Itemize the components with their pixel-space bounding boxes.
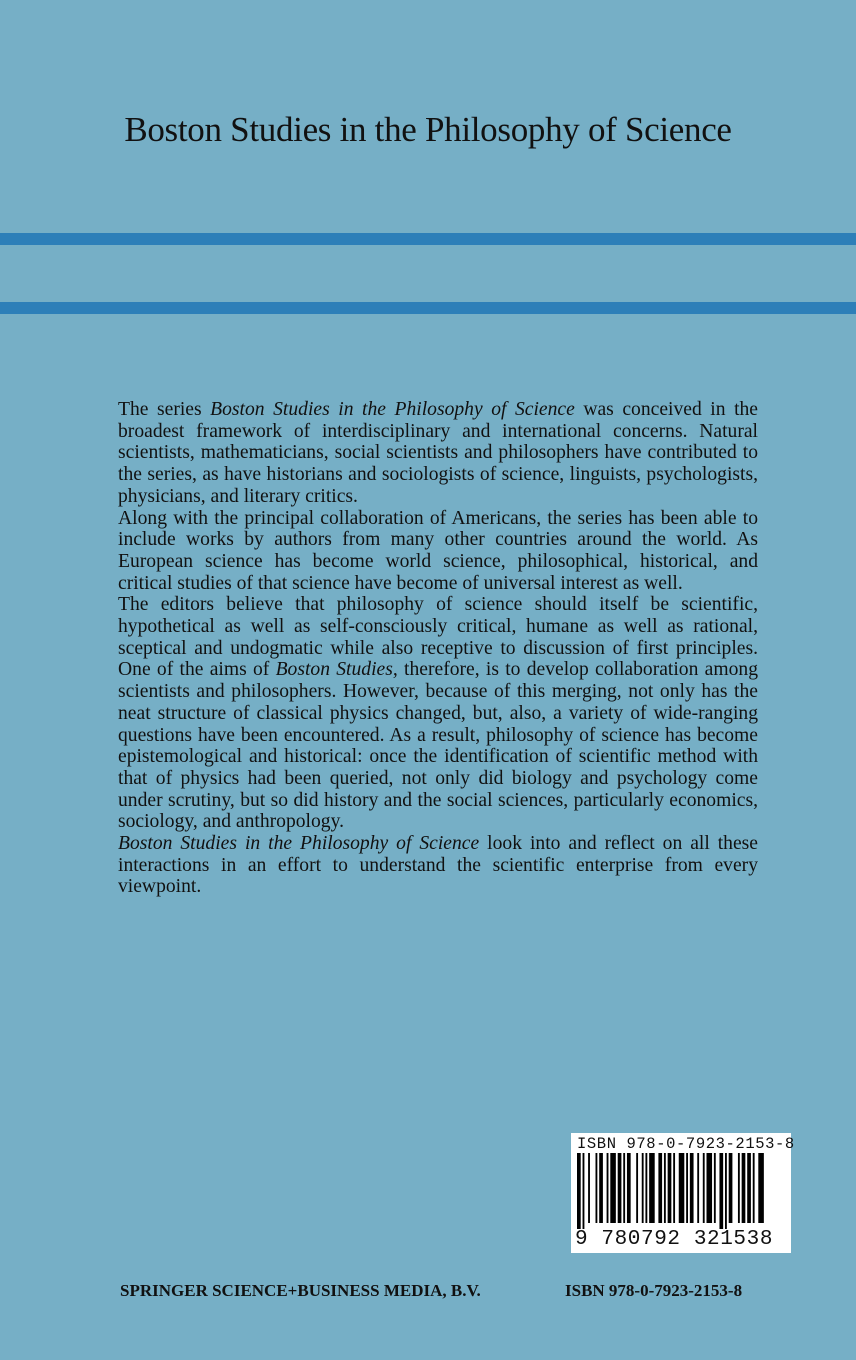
barcode-bar [747, 1153, 751, 1223]
top-rule [0, 233, 856, 245]
barcode-bar [599, 1153, 603, 1223]
barcode-bar [729, 1153, 733, 1223]
barcode-bar [673, 1153, 675, 1223]
publisher-name: SPRINGER SCIENCE+BUSINESS MEDIA, B.V. [120, 1281, 481, 1300]
barcode-bar [649, 1153, 655, 1223]
bottom-rule [0, 302, 856, 314]
italic-run: Boston Studies, [275, 659, 398, 681]
blurb-paragraph-1 [118, 399, 758, 508]
text-run: Along with the principal collaboration of Americans, the series has been able to include works by authors from many other countries around the world. As European science has become world science, philosophical, historical, and critical studies of that science have become of universal interest as well. [118, 507, 758, 594]
footer-isbn: ISBN 978-0-7923-2153-8 [565, 1281, 743, 1300]
barcode-bar [714, 1153, 716, 1223]
barcode-bar [690, 1153, 694, 1223]
barcode-bar [738, 1153, 740, 1223]
text-run: therefore, is to develop collaboration among scientists and philosophers. However, because of this merging, not only has the neat structure of classical physics changed, but, also, a variety of wide-ranging questions have been encountered. As a result, philosophy of science has become epistemological and historical: once the identification of scientific method with that of physics had been queried, not only did biology and psychology come under scrutiny, but so did history and the social sciences, particularly economics, sociology, and anthropology. [118, 659, 758, 833]
barcode-bar [719, 1153, 723, 1229]
barcode-bar [596, 1153, 598, 1223]
series-title: Boston Studies in the Philosophy of Science [124, 110, 732, 149]
back-cover-blurb [118, 399, 758, 898]
barcode-bar [583, 1153, 585, 1229]
barcode-bar [607, 1153, 609, 1223]
text-run: look into and reflect on all these interactions in an effort to understand the scientific enterprise from every viewpoint. [118, 833, 758, 898]
barcode-box [571, 1133, 795, 1253]
blurb-paragraph-2 [118, 508, 758, 595]
barcode-bar [642, 1153, 644, 1223]
barcode-bar [697, 1153, 699, 1223]
text-run: The editors believe that philosophy of science should itself be scientific, hypothetical as well as self-consciously critical, humane as well as rational, sceptical and undogmatic while also receptive to discussion of first principles. One of the aims of [118, 594, 758, 681]
barcode-bar [707, 1153, 713, 1223]
barcode-bar [703, 1153, 705, 1223]
italic-run: Boston Studies in the Philosophy of Science [118, 833, 480, 855]
barcode-bar [664, 1153, 666, 1223]
barcode-bar [742, 1153, 746, 1223]
barcode-bar [725, 1153, 727, 1229]
text-run: The series [118, 399, 211, 420]
barcode-bar [610, 1153, 616, 1223]
barcode-isbn-label: ISBN 978-0-7923-2153-8 [577, 1135, 795, 1153]
barcode-bar [686, 1153, 688, 1223]
italic-run: Boston Studies in the Philosophy of Science [210, 399, 575, 420]
blurb-paragraph-4 [118, 833, 758, 898]
barcode-bar [658, 1153, 662, 1223]
barcode-bar [679, 1153, 685, 1223]
blurb-paragraph-3 [118, 594, 758, 833]
ean-barcode-bars [577, 1153, 767, 1229]
barcode-bar [645, 1153, 647, 1223]
barcode-bar [758, 1153, 764, 1223]
barcode-bar [577, 1153, 581, 1229]
barcode-bar [636, 1153, 638, 1223]
barcode-bar [627, 1153, 631, 1223]
text-run: was conceived in the broadest framework of interdisciplinary and international concerns. Natural scientists, mathematicians, social scientists and philosophers have contributed to the series, as have historians and sociologists of science, linguists, psychologists, physicians, and literary critics. [118, 399, 758, 507]
barcode-bar [588, 1153, 590, 1223]
barcode-bar [668, 1153, 672, 1223]
barcode-bar [618, 1153, 622, 1223]
barcode-bar [623, 1153, 625, 1223]
barcode-bar [753, 1153, 755, 1223]
barcode-ean-digits: 9 780792 321538 [575, 1228, 774, 1251]
